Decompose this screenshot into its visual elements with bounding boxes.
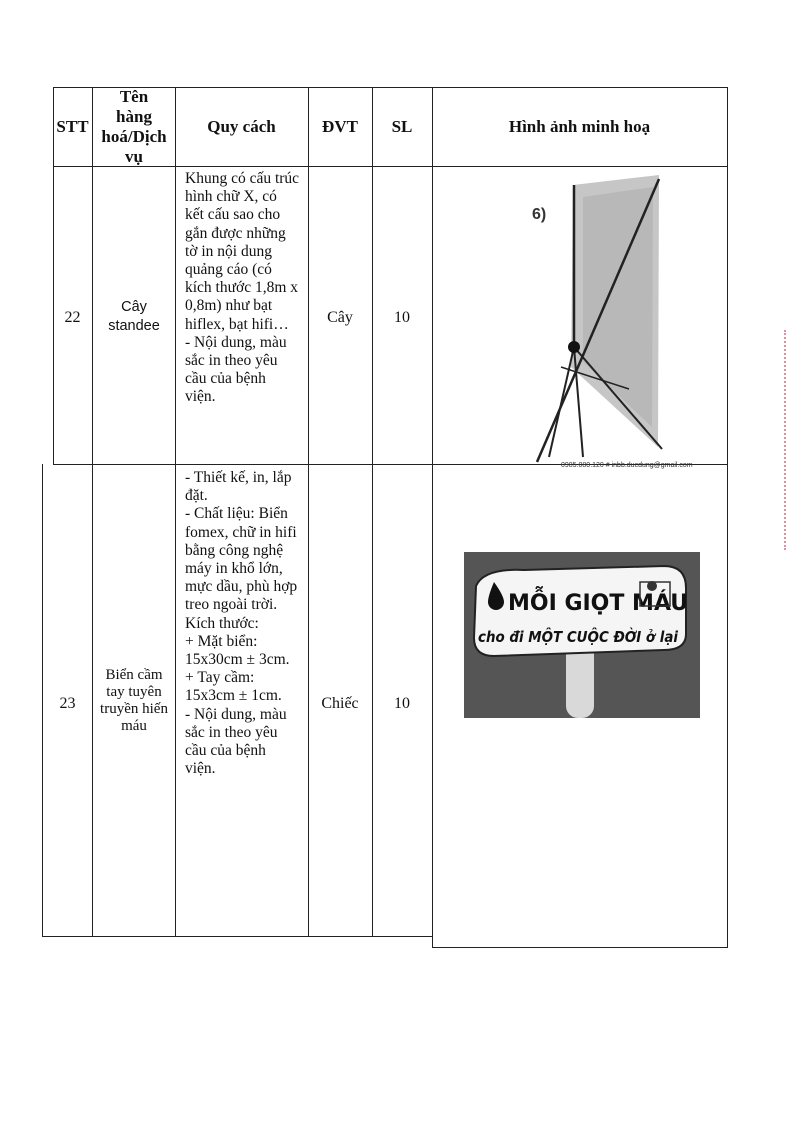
header-qty: SL <box>391 116 413 136</box>
header-stt: STT <box>56 116 89 136</box>
sign-text-1: MỖI GIỌT MÁU <box>508 591 689 616</box>
row-22-unit: Cây <box>327 308 353 326</box>
svg-text:6): 6) <box>532 206 547 223</box>
row-23-name: Biển cầm tay tuyên truyền hiến máu <box>100 666 168 734</box>
row-22-name: Cây standee <box>108 299 160 334</box>
stamp-mark <box>784 330 800 550</box>
row-23-spec-text: - Thiết kế, in, lắp đặt. - Chất liệu: Biển fomex, chữ in hifi bằng công nghệ máy in khổ lớn, mực dầu, phù hợp treo ngoài trời. Kích thước: + Mặt biển: 15x30cm ± 3cm. + Tay cầm: 15x3cm ± 1cm. - Nội dung, màu sắc in theo yêu cầu của bệnh viện. <box>185 469 298 778</box>
header-image: Hình ảnh minh hoạ <box>508 116 651 136</box>
table-border-right <box>727 87 728 948</box>
row-23-spec <box>175 465 308 936</box>
row-22-spec-text: Khung có cấu trúc hình chữ X, có kết cấu sao cho gắn được những tờ in nội dung quảng cáo (có kích thước 1,8m x 0,8m) như bạt hiflex, bạt hifi… - Nội dung, màu sắc in theo yêu cầu của bệnh viện. <box>185 170 300 406</box>
header-unit: ĐVT <box>322 116 358 136</box>
standee-image <box>433 167 727 469</box>
row-22-image-caption: 0985.080.120 # inbb.ducdung@gmail.com <box>561 462 693 469</box>
row-23-image-cell <box>464 552 700 718</box>
row-22-spec <box>175 166 308 464</box>
row-23-unit: Chiếc <box>321 695 359 712</box>
row-23-stt: 23 <box>59 695 76 712</box>
header-spec: Quy cách <box>207 116 276 136</box>
table-border-bottom-right <box>432 947 727 948</box>
row-22-stt: 22 <box>64 308 81 326</box>
row-23-qty: 10 <box>394 695 410 712</box>
table-border-bottom <box>42 936 432 937</box>
sign-text-2: cho đi MỘT CUỘC ĐỜI ở lại <box>478 628 702 646</box>
header-name: Tên hàng hoá/Dịch vụ <box>101 86 167 166</box>
row-22-qty: 10 <box>394 308 410 326</box>
col-divider-1 <box>92 87 93 937</box>
hand-sign-image <box>464 552 700 718</box>
row-22-image-cell <box>433 167 727 469</box>
